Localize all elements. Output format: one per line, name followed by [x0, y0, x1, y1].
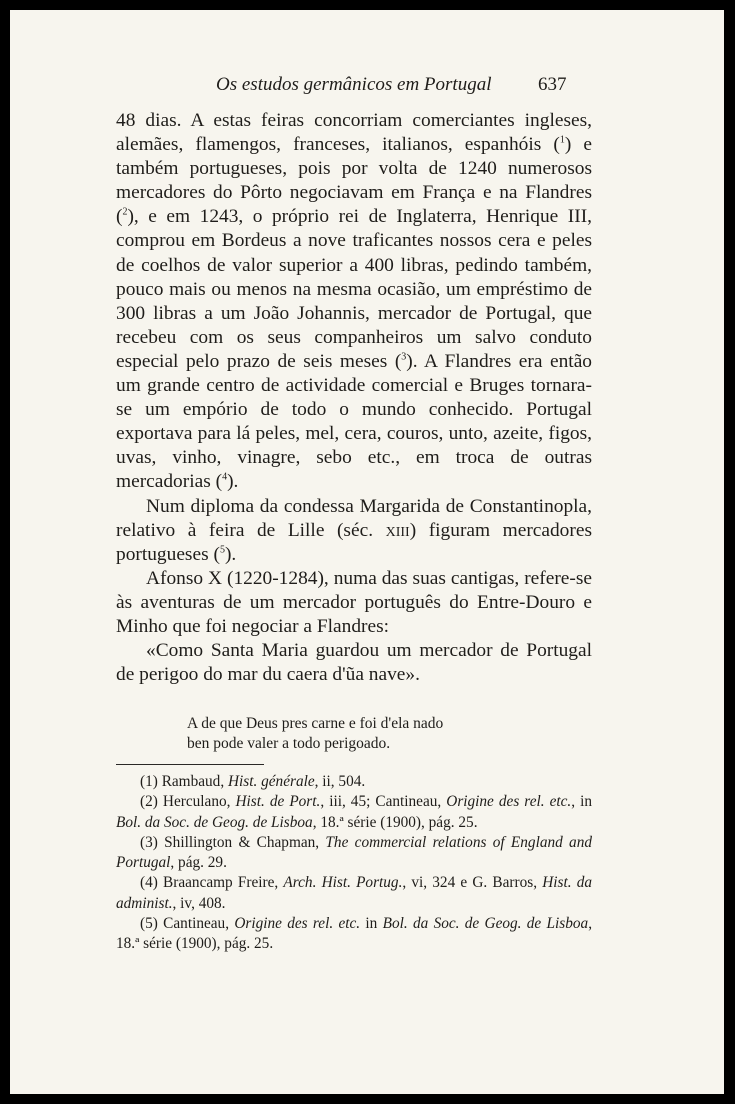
footnote-5: (5) Cantineau, Origine des rel. etc. in Bol. da Soc. de Geog. de Lisboa, 18.ª série (1900), pág. 25. [116, 915, 593, 953]
footnote-4: (4) Braancamp Freire, Arch. Hist. Portug., vi, 324 e G. Barros, Hist. da administ., iv, 408. [116, 874, 592, 912]
footnotes [116, 772, 592, 955]
paragraph-4: «Como Santa Maria guardou um mercador de Portugal de perigoo do mar du caera d'ũa nave». [116, 640, 592, 686]
footnote-3: (3) Shillington & Chapman, The commercial relations of England and Portugal, pág. 29. [116, 833, 593, 872]
paragraph-1: 48 dias. A estas feiras concorriam comerciantes ingleses, alemães, flamengos, franceses, italianos, espanhóis ($^1$) e também portugueses, pois por volta de 1240 numerosos mercadores do Pôrto negociavam em França e na Flandres ($^2$), e em 1243, o próprio rei de Inglaterra, Henrique III, comprou em Bordeus a nove traficantes nossos cera e peles de coelhos de valor superior a 400 libras, pedindo também, pouco mais ou menos na mesma ocasião, um empréstimo de 300 libras a um João Johannis, mercador de Portugal, que recebeu com os seus companheiros um salvo conduto especial pelo prazo de seis meses ($^3$). A Flandres era então um grande centro de actividade comercial e Bruges tornara-se um empório de todo o mundo conhecido. Portugal exportava para lá peles, mel, cera, couros, unto, azeite, figos, uvas, vinho, vinagre, sebo etc., em troca de outras mercadorias ($^4$). [116, 110, 592, 493]
running-header [10, 74, 724, 102]
footnote-ref-4: 4 [222, 471, 228, 483]
footnote-ref-2: 2 [122, 206, 128, 218]
verse-line-2: ben pode valer a todo perigoado. [187, 735, 391, 752]
footnote-ref-1: 1 [559, 134, 565, 146]
footnote-ref-5: 5 [219, 544, 225, 556]
paragraph-3: Afonso X (1220-1284), numa das suas cantigas, refere-se às aventuras de um mercador português do Entre-Douro e Minho que foi negociar a Flandres: [116, 567, 592, 637]
page-number: 637 [538, 74, 567, 95]
page [10, 10, 724, 1094]
footnote-2: (2) Herculano, Hist. de Port., iii, 45; Cantineau, Origine des rel. etc., in Bol. da Soc. de Geog. de Lisboa, 18.ª série (1900), pág. 25. [116, 793, 593, 831]
paragraph-2: Num diploma da condessa Margarida de Constantinopla, relativo à feira de Lille (séc. xiii) figuram mercadores portugueses ($^5$). [116, 495, 592, 565]
footnote-ref-3: 3 [401, 351, 407, 363]
footnote-divider [116, 764, 264, 765]
running-title: Os estudos germânicos em Portugal [216, 74, 492, 95]
main-text [116, 109, 592, 687]
century-numeral: xiii [385, 519, 410, 541]
verse-line-1: A de que Deus pres carne e foi d'ela nado [187, 715, 444, 732]
verse-quote [187, 714, 443, 754]
footnote-1: (1) Rambaud, Hist. générale, ii, 504. [140, 773, 366, 790]
